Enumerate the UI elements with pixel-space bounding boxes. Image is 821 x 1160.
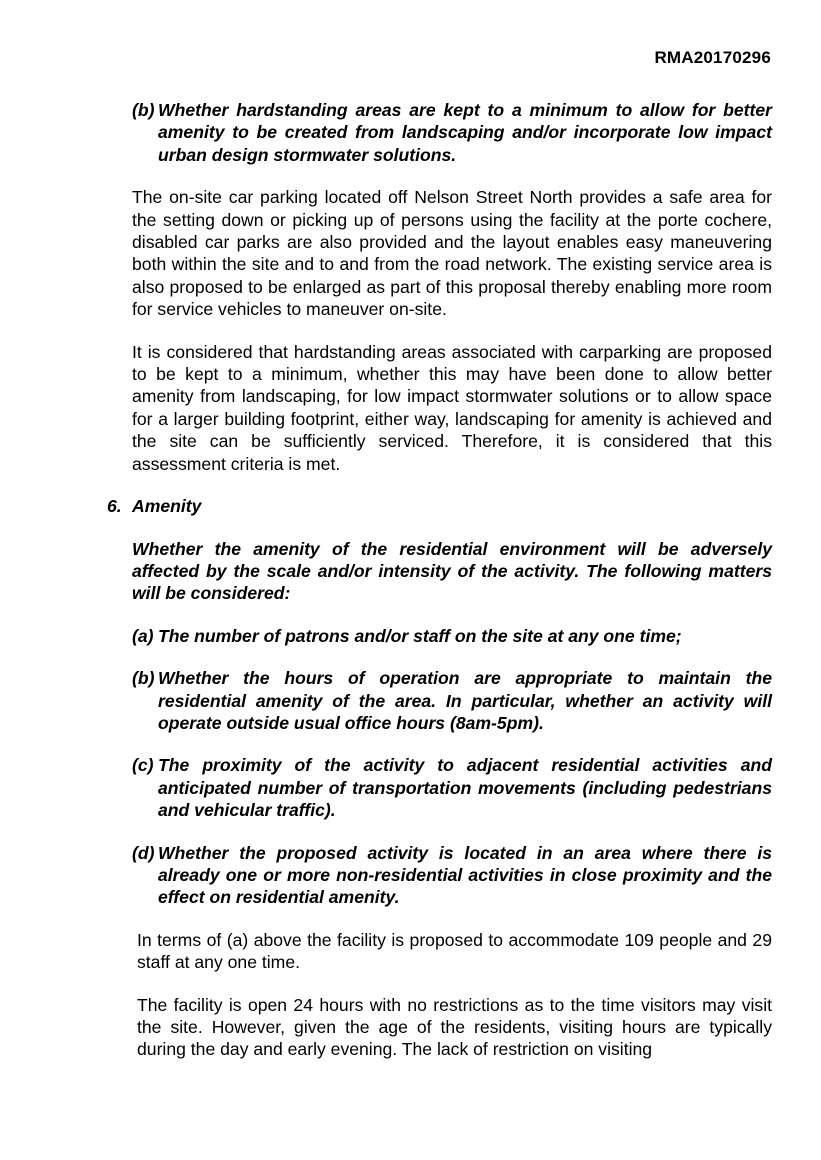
amenity-criterion-a [132,625,772,647]
assessment-hours-paragraph: The facility is open 24 hours with no restrictions as to the time visitors may visit the site. However, given the age of the residents, visiting hours are typically during the day and early evening. The lack of restriction on visiting [137,994,772,1060]
section-title: Amenity [132,496,202,517]
criterion-text: The number of patrons and/or staff on the site at any one time; [158,625,682,646]
criterion-text: Whether the proposed activity is located in an area where there is already one or more non-residential activities in close proximity and the effect on residential amenity. [158,842,772,908]
section-heading [107,495,772,517]
criterion-b [132,99,772,166]
document-body [107,99,772,1061]
criterion-letter: (c) [132,755,154,776]
criterion-text: Whether hardstanding areas are kept to a minimum to allow for better amenity to be created from landscaping and/or incorporate low impact urban design stormwater solutions. [158,100,772,165]
criterion-letter: (b) [132,668,155,689]
assessment-staff-paragraph: In terms of (a) above the facility is proposed to accommodate 109 people and 29 staff at any one time. [137,929,772,973]
criterion-letter: (b) [132,100,155,120]
criterion-letter: (a) [132,625,154,646]
document-reference: RMA20170296 [654,48,771,67]
amenity-criterion-b [132,667,772,734]
criterion-text: The proximity of the activity to adjacent residential activities and anticipated number of transportation movements (including pedestrians and vehicular traffic). [158,755,772,821]
amenity-criterion-d [132,842,772,909]
section-number: 6. [107,496,122,517]
hardstanding-paragraph: It is considered that hardstanding areas associated with carparking are proposed to be kept to a minimum, whether this may have been done to allow better amenity from landscaping, for low impact stormwater solutions or to allow space for a larger building footprint, either way, landscaping for amenity is achieved and the site can be sufficiently serviced. Therefore, it is considered that this assessment criteria is met. [132,341,772,474]
amenity-criterion-c [132,754,772,821]
section-intro: Whether the amenity of the residential environment will be adversely affected by the scale and/or intensity of the activity. The following matters will be considered: [132,538,772,604]
criterion-text: Whether the hours of operation are appropriate to maintain the residential amenity of the area. In particular, whether an activity will operate outside usual office hours (8am-5pm). [158,668,772,733]
car-parking-paragraph: The on-site car parking located off Nelson Street North provides a safe area for the setting down or picking up of persons using the facility at the porte cochere, disabled car parks are also provided and the layout enables easy maneuvering both within the site and to and from the road network. The existing service area is also proposed to be enlarged as part of this proposal thereby enabling more room for service vehicles to maneuver on-site. [132,187,772,320]
criterion-letter: (d) [132,842,155,863]
